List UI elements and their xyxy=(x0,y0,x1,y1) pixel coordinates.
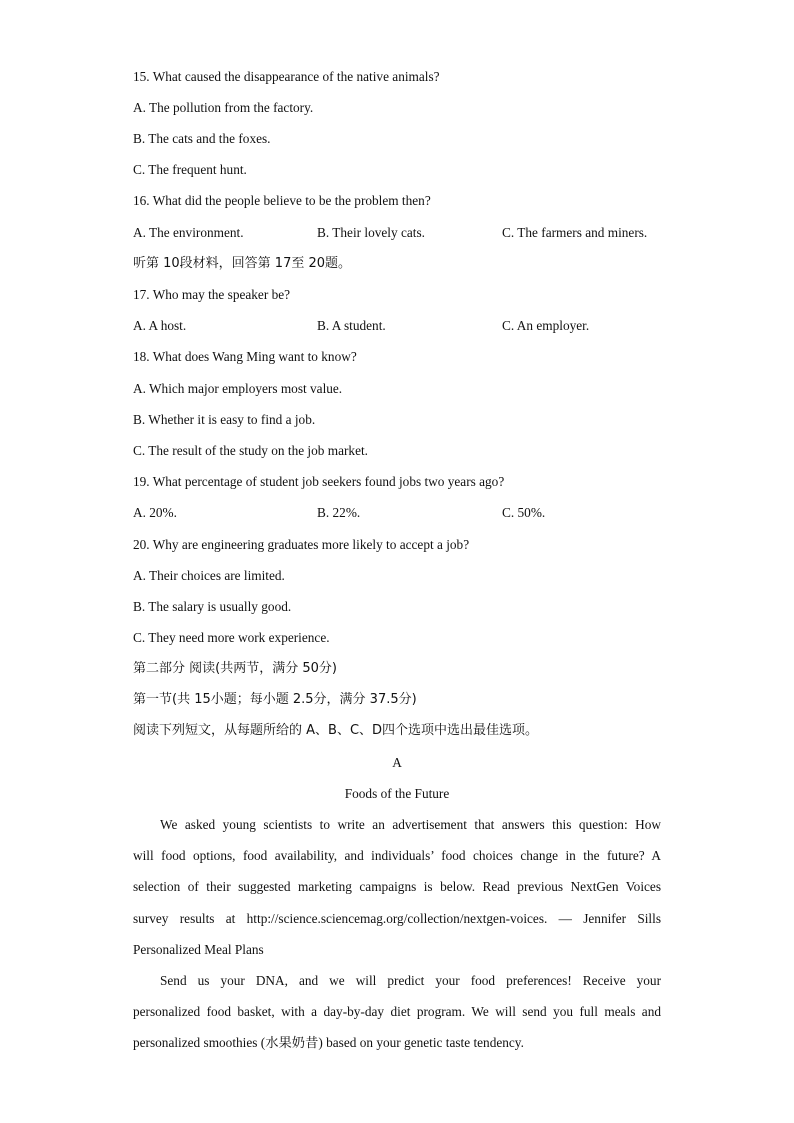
part-2-section-1-heading: 第一节(共 15小题；每小题 2.5分，满分 37.5分) xyxy=(133,692,417,707)
question-20-option-c: C. They need more work experience. xyxy=(133,630,330,645)
section-10-instruction: 听第 10段材料，回答第 17至 20题。 xyxy=(133,256,352,271)
passage-paragraph-1-line-1: We asked young scientists to write an advertisement that answers this question: How xyxy=(160,817,661,832)
question-17-option-c: C. An employer. xyxy=(502,318,590,333)
question-17-option-a: A. A host. xyxy=(133,318,187,333)
passage-title: Foods of the Future xyxy=(344,786,450,801)
question-16: 16. What did the people believe to be the problem then? xyxy=(133,193,431,208)
passage-paragraph-2-line-3: personalized smoothies (水果奶昔) based on your genetic taste tendency. xyxy=(133,1035,524,1050)
passage-paragraph-2-line-2: personalized food basket, with a day-by-day diet program. We will send you full meals and xyxy=(133,1004,661,1019)
question-18-option-b: B. Whether it is easy to find a job. xyxy=(133,412,316,427)
question-17-option-b: B. A student. xyxy=(317,318,386,333)
question-18-option-a: A. Which major employers most value. xyxy=(133,381,343,396)
passage-paragraph-1-line-2: will food options, food availability, and individuals’ food choices change in the future? A xyxy=(133,848,661,863)
question-17: 17. Who may the speaker be? xyxy=(133,287,291,302)
question-16-option-b: B. Their lovely cats. xyxy=(317,225,425,240)
reading-instruction: 阅读下列短文，从每题所给的 A、B、C、D四个选项中选出最佳选项。 xyxy=(133,723,539,738)
question-19: 19. What percentage of student job seekers found jobs two years ago? xyxy=(133,474,505,489)
question-15-option-b: B. The cats and the foxes. xyxy=(133,131,271,146)
question-18-option-c: C. The result of the study on the job market. xyxy=(133,443,368,458)
passage-paragraph-1-line-4: survey results at http://science.sciencemag.org/collection/nextgen-voices. — Jennifer Sills xyxy=(133,911,661,926)
question-15-option-a: A. The pollution from the factory. xyxy=(133,100,314,115)
question-15: 15. What caused the disappearance of the native animals? xyxy=(133,69,440,84)
question-18: 18. What does Wang Ming want to know? xyxy=(133,349,357,364)
passage-paragraph-2-line-1: Send us your DNA, and we will predict your food preferences! Receive your xyxy=(160,973,661,988)
question-20-option-a: A. Their choices are limited. xyxy=(133,568,285,583)
passage-paragraph-1-line-3: selection of their suggested marketing campaigns is below. Read previous NextGen Voices xyxy=(133,879,661,894)
passage-subheading: Personalized Meal Plans xyxy=(133,942,264,957)
part-2-heading: 第二部分 阅读(共两节，满分 50分) xyxy=(133,661,337,676)
question-19-option-a: A. 20%. xyxy=(133,505,177,520)
question-16-option-c: C. The farmers and miners. xyxy=(502,225,648,240)
question-19-option-b: B. 22%. xyxy=(317,505,361,520)
question-19-option-c: C. 50%. xyxy=(502,505,546,520)
question-15-option-c: C. The frequent hunt. xyxy=(133,162,247,177)
question-16-option-a: A. The environment. xyxy=(133,225,244,240)
question-20: 20. Why are engineering graduates more likely to accept a job? xyxy=(133,537,470,552)
passage-letter: A xyxy=(392,755,402,770)
question-20-option-b: B. The salary is usually good. xyxy=(133,599,292,614)
